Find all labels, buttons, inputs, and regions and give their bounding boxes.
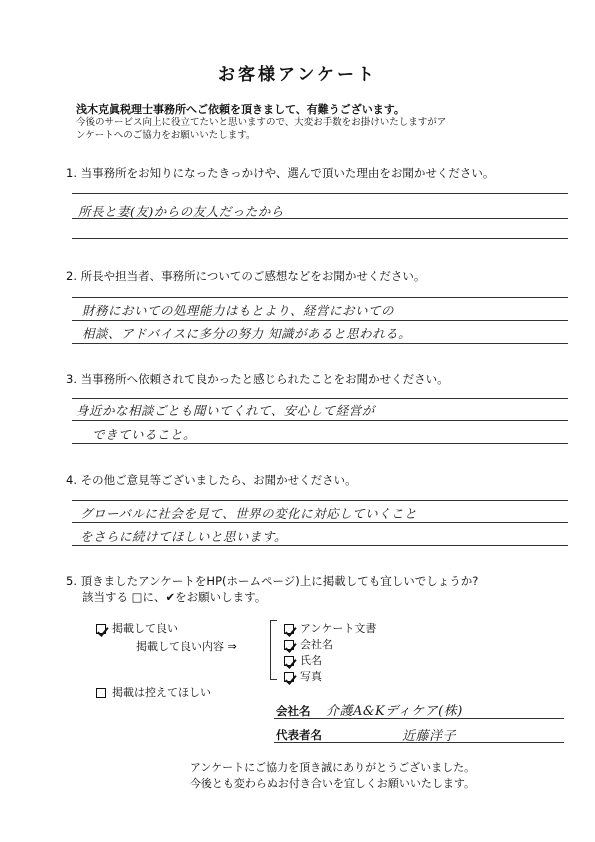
answer-4-line-2: をさらに続けてほしいと思います。	[80, 529, 288, 544]
question-4-label: 4. その他ご意見等ございましたら、お聞かせください。	[66, 473, 357, 487]
answer-3-line-2: できていること。	[92, 427, 197, 442]
answer-2-line-1: 財務においての処理能力はもとより、経営においての	[82, 303, 395, 318]
representative-label: 代表者名	[276, 728, 322, 742]
footer-line-2: 今後とも変わらぬお付き合いを宜しくお願いいたします。	[189, 777, 476, 790]
intro-lead: 浅木克眞税理士事務所へご依頼を頂きまして、有難うございます。	[76, 103, 405, 116]
representative-underline	[274, 742, 564, 743]
representative-value: 近藤洋子	[402, 729, 457, 744]
answer-line	[72, 320, 568, 321]
company-underline	[274, 718, 564, 719]
company-label: 会社名	[276, 704, 311, 718]
intro-line-2: ンケートへのご協力をお願いいたします。	[76, 130, 256, 141]
allow-checkbox[interactable]	[96, 624, 106, 634]
answer-line	[72, 398, 568, 399]
question-2-label: 2. 所長や担当者、事務所についてのご感想などをお聞かせください。	[66, 269, 426, 283]
name-checkbox[interactable]	[284, 656, 294, 666]
footer-line-1: アンケートにご協力を頂き誠にありがとうございました。	[189, 761, 476, 774]
question-1-label: 1. 当事務所をお知りになったきっかけや、選んで頂いた理由をお聞かせください。	[66, 166, 495, 180]
content-item-company[interactable]	[284, 636, 333, 652]
answer-line	[72, 522, 568, 523]
page-title: お客様アンケート	[218, 65, 377, 85]
content-item-label: 会社名	[300, 638, 333, 651]
decline-checkbox[interactable]	[96, 688, 106, 698]
content-item-label: 氏名	[300, 654, 322, 667]
option-decline-label: 掲載は控えてほしい	[112, 686, 211, 699]
content-item-label: 写真	[300, 670, 322, 683]
document-checkbox[interactable]	[284, 624, 294, 634]
question-3-label: 3. 当事務所へ依頼されて良かったと感じられたことをお聞かせください。	[66, 372, 449, 386]
option-decline[interactable]	[96, 684, 211, 700]
content-bracket	[270, 620, 277, 680]
answer-line	[72, 297, 568, 298]
answer-line	[72, 218, 568, 219]
intro-line-1: 今後のサービス向上に役立てたいと思いますので、大変お手数をお掛けいたしますがア	[76, 117, 447, 128]
option-allow-label: 掲載して良い	[112, 622, 178, 635]
answer-line	[72, 500, 568, 501]
answer-line	[72, 545, 568, 546]
question-5-label: 5. 頂きましたアンケートをHP(ホームページ)上に掲載しても宜しいでしょうか?	[66, 574, 479, 588]
answer-4-line-1: グローバルに社会を見て、世界の変化に対応していくこと	[80, 506, 418, 521]
content-item-document[interactable]	[284, 620, 376, 636]
answer-1-line-1: 所長と妻(友)からの友人だったから	[78, 204, 284, 219]
company-value: 介護A&Kディケア(株)	[326, 704, 463, 719]
content-item-photo[interactable]	[284, 668, 322, 684]
company-checkbox[interactable]	[284, 640, 294, 650]
answer-line	[72, 238, 568, 239]
content-item-name[interactable]	[284, 652, 322, 668]
answer-2-line-2: 相談、アドバイスに多分の努力 知識があると思われる。	[82, 326, 412, 341]
photo-checkbox[interactable]	[284, 672, 294, 682]
answer-line	[72, 420, 568, 421]
question-5-instruction: 該当する □に、✔をお願いします。	[82, 590, 267, 604]
answer-line	[72, 343, 568, 344]
answer-line	[72, 443, 568, 444]
content-label: 掲載して良い内容 ⇒	[136, 640, 237, 653]
answer-3-line-1: 身近かな相談ごとも聞いてくれて、安心して経営が	[76, 403, 375, 418]
answer-line	[72, 193, 568, 194]
content-item-label: アンケート文書	[300, 622, 377, 635]
option-allow[interactable]	[96, 620, 178, 636]
